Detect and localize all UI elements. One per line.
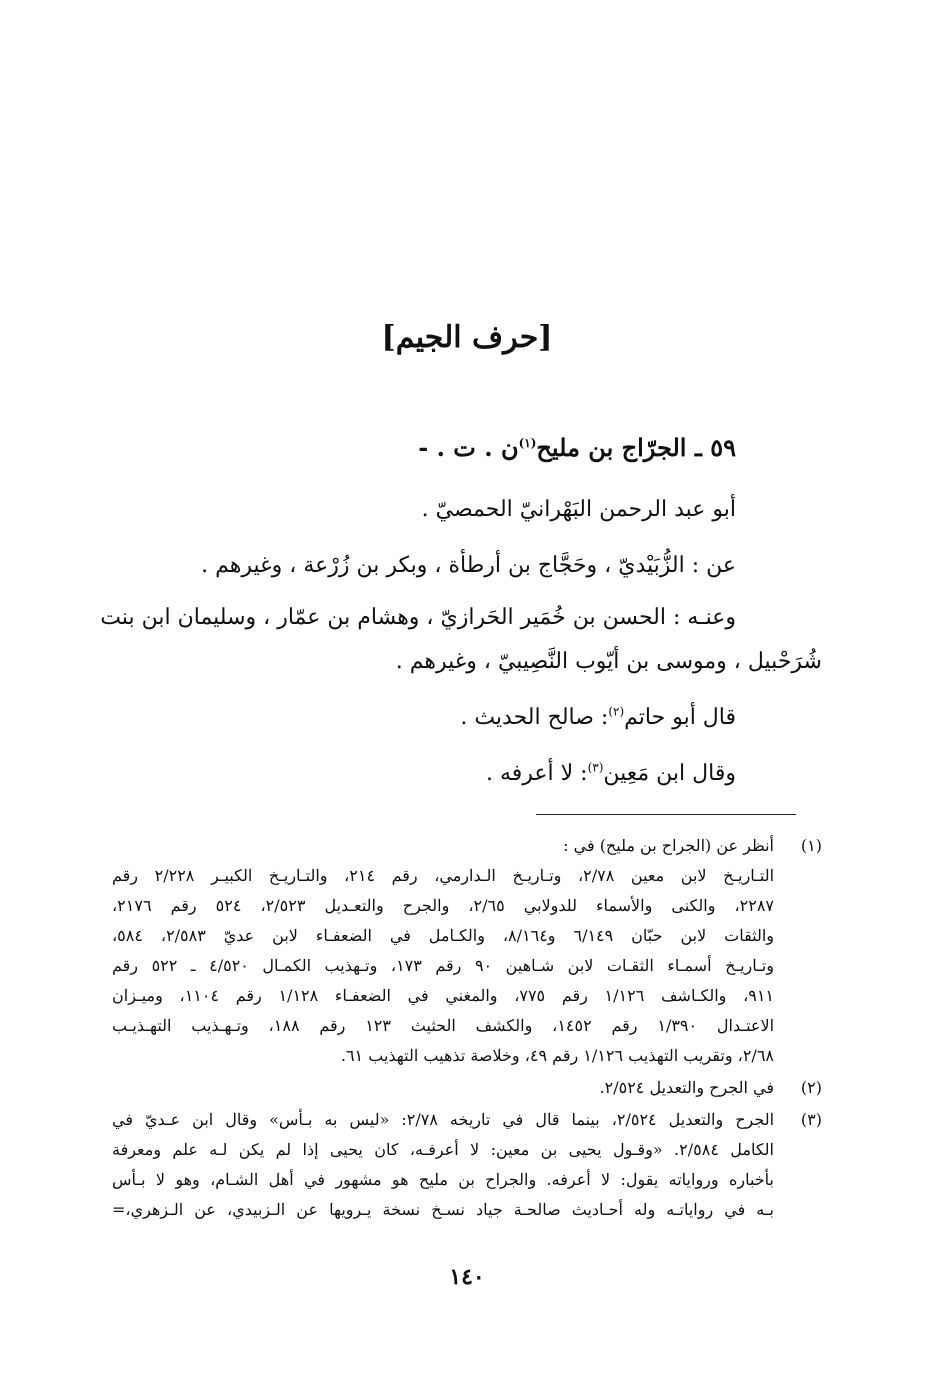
- footnote-3-number: (٣): [800, 1110, 822, 1129]
- entry-kunya: أبو عبد الرحمن البَهْرانيّ الحمصيّ .: [421, 497, 736, 522]
- footnote-2-text: في الجرح والتعديل ٢/٥٢٤.: [599, 1078, 774, 1097]
- footnote-3-line: بـه في رواياتـه وله أحـاديث صالحـة جياد نسـخ نسخة يـرويها عن الـزبيدي، عن الـزهري،=: [112, 1200, 774, 1219]
- footnote-ref-1: (١): [518, 436, 537, 450]
- footnote-1-line: والثقات لابن حبّان ٦/١٤٩ و٨/١٦٤، والكـامل في الضعفـاء لابن عديّ ٢/٥٨٣، ٥٨٤،: [112, 926, 774, 945]
- abu-hatim-label: قال أبو حاتم: [624, 705, 736, 730]
- entry-name: ٥٩ ـ الجرّاج بن مليح: [536, 433, 736, 462]
- footnote-separator: [536, 814, 796, 815]
- entry-title: [418, 430, 736, 466]
- abu-hatim-opinion: [460, 700, 736, 736]
- entry-teachers: عن : الزُّبَيْديّ ، وحَجَّاج بن أرطأة ، وبكر بن زُرْعة ، وغيرهم .: [201, 553, 736, 578]
- footnote-2-number: (٢): [800, 1078, 822, 1097]
- footnote-1-line: الاعتـدال ١/٣٩٠ رقم ١٤٥٢، والكشف الحثيث ١٢٣ رقم ١٨٨، وتـهـذيب التهـذيـب: [112, 1016, 774, 1035]
- entry-students-line-2: شُرَحْبيل ، وموسى بن أيّوب النَّصِيبيّ ، وغيرهم .: [395, 649, 822, 674]
- footnote-ref-2: (٢): [608, 704, 625, 719]
- section-heading: [حرف الجيم]: [381, 320, 553, 355]
- footnote-1-number: (١): [800, 836, 822, 855]
- footnote-1-line: ٩١١، والكـاشف ١/١٢٦ رقم ٧٧٥، والمغني في الضعفـاء ١/١٢٨ رقم ١١٠٤، وميـزان: [112, 986, 774, 1005]
- footnote-1-line: أنظر عن (الجراح بن مليح) في :: [563, 836, 774, 855]
- entry-students-line-1: وعنـه : الحسن بن خُمَير الحَرازيّ ، وهشام بن عمّار ، وسليمان ابن بنت: [100, 605, 736, 630]
- abu-hatim-text: : صالح الحديث .: [460, 705, 609, 730]
- ibn-maeen-label: وقال ابن مَعِين: [603, 761, 736, 786]
- page-number: ١٤٠: [449, 1264, 485, 1290]
- entry-sigla: ن . ت . -: [418, 433, 519, 462]
- ibn-maeen-opinion: [486, 756, 736, 792]
- footnote-1-line: التـاريـخ لابن معين ٢/٧٨، وتـاريـخ الـدارمي، رقم ٢١٤، والتـاريـخ الكبيـر ٢/٢٢٨ رقم: [112, 866, 774, 885]
- ibn-maeen-text: : لا أعرفه .: [485, 761, 588, 786]
- footnote-1-line: ٢/٦٨، وتقريب التهذيب ١/١٢٦ رقم ٤٩، وخلاصة تذهيب التهذيب ٦١.: [340, 1046, 774, 1065]
- footnote-3-line: الجرح والتعديل ٢/٥٢٤، بينما قال في تاريخه ٢/٧٨: «ليس به بـأس» وقال ابن عـديّ في: [112, 1110, 774, 1129]
- footnote-ref-3: (٣): [587, 760, 604, 775]
- footnote-3-line: بأخباره ورواياته يقول: لا أعرفه. والجراح بن مليح هو مشهور في أهل الشـام، وهو لا بـأس: [112, 1170, 774, 1189]
- footnote-1-line: وتـاريـخ أسمـاء الثقـات لابن شـاهين ٩٠ رقم ١٧٣، وتـهذيب الكمـال ٤/٥٢٠ ـ ٥٢٢ رقم: [112, 956, 774, 975]
- footnote-1-line: ٢٢٨٧، والكنى والأسماء للدولابي ٢/٦٥، والجرح والتعـديل ٢/٥٢٣، ٥٢٤ رقم ٢١٧٦،: [112, 896, 774, 915]
- footnote-3-line: الكامل ٢/٥٨٤. «وقـول يحيى بن معين: لا أعرفـه، كان يحيى إذا لم يكن لـه علم ومعرفة: [112, 1140, 774, 1159]
